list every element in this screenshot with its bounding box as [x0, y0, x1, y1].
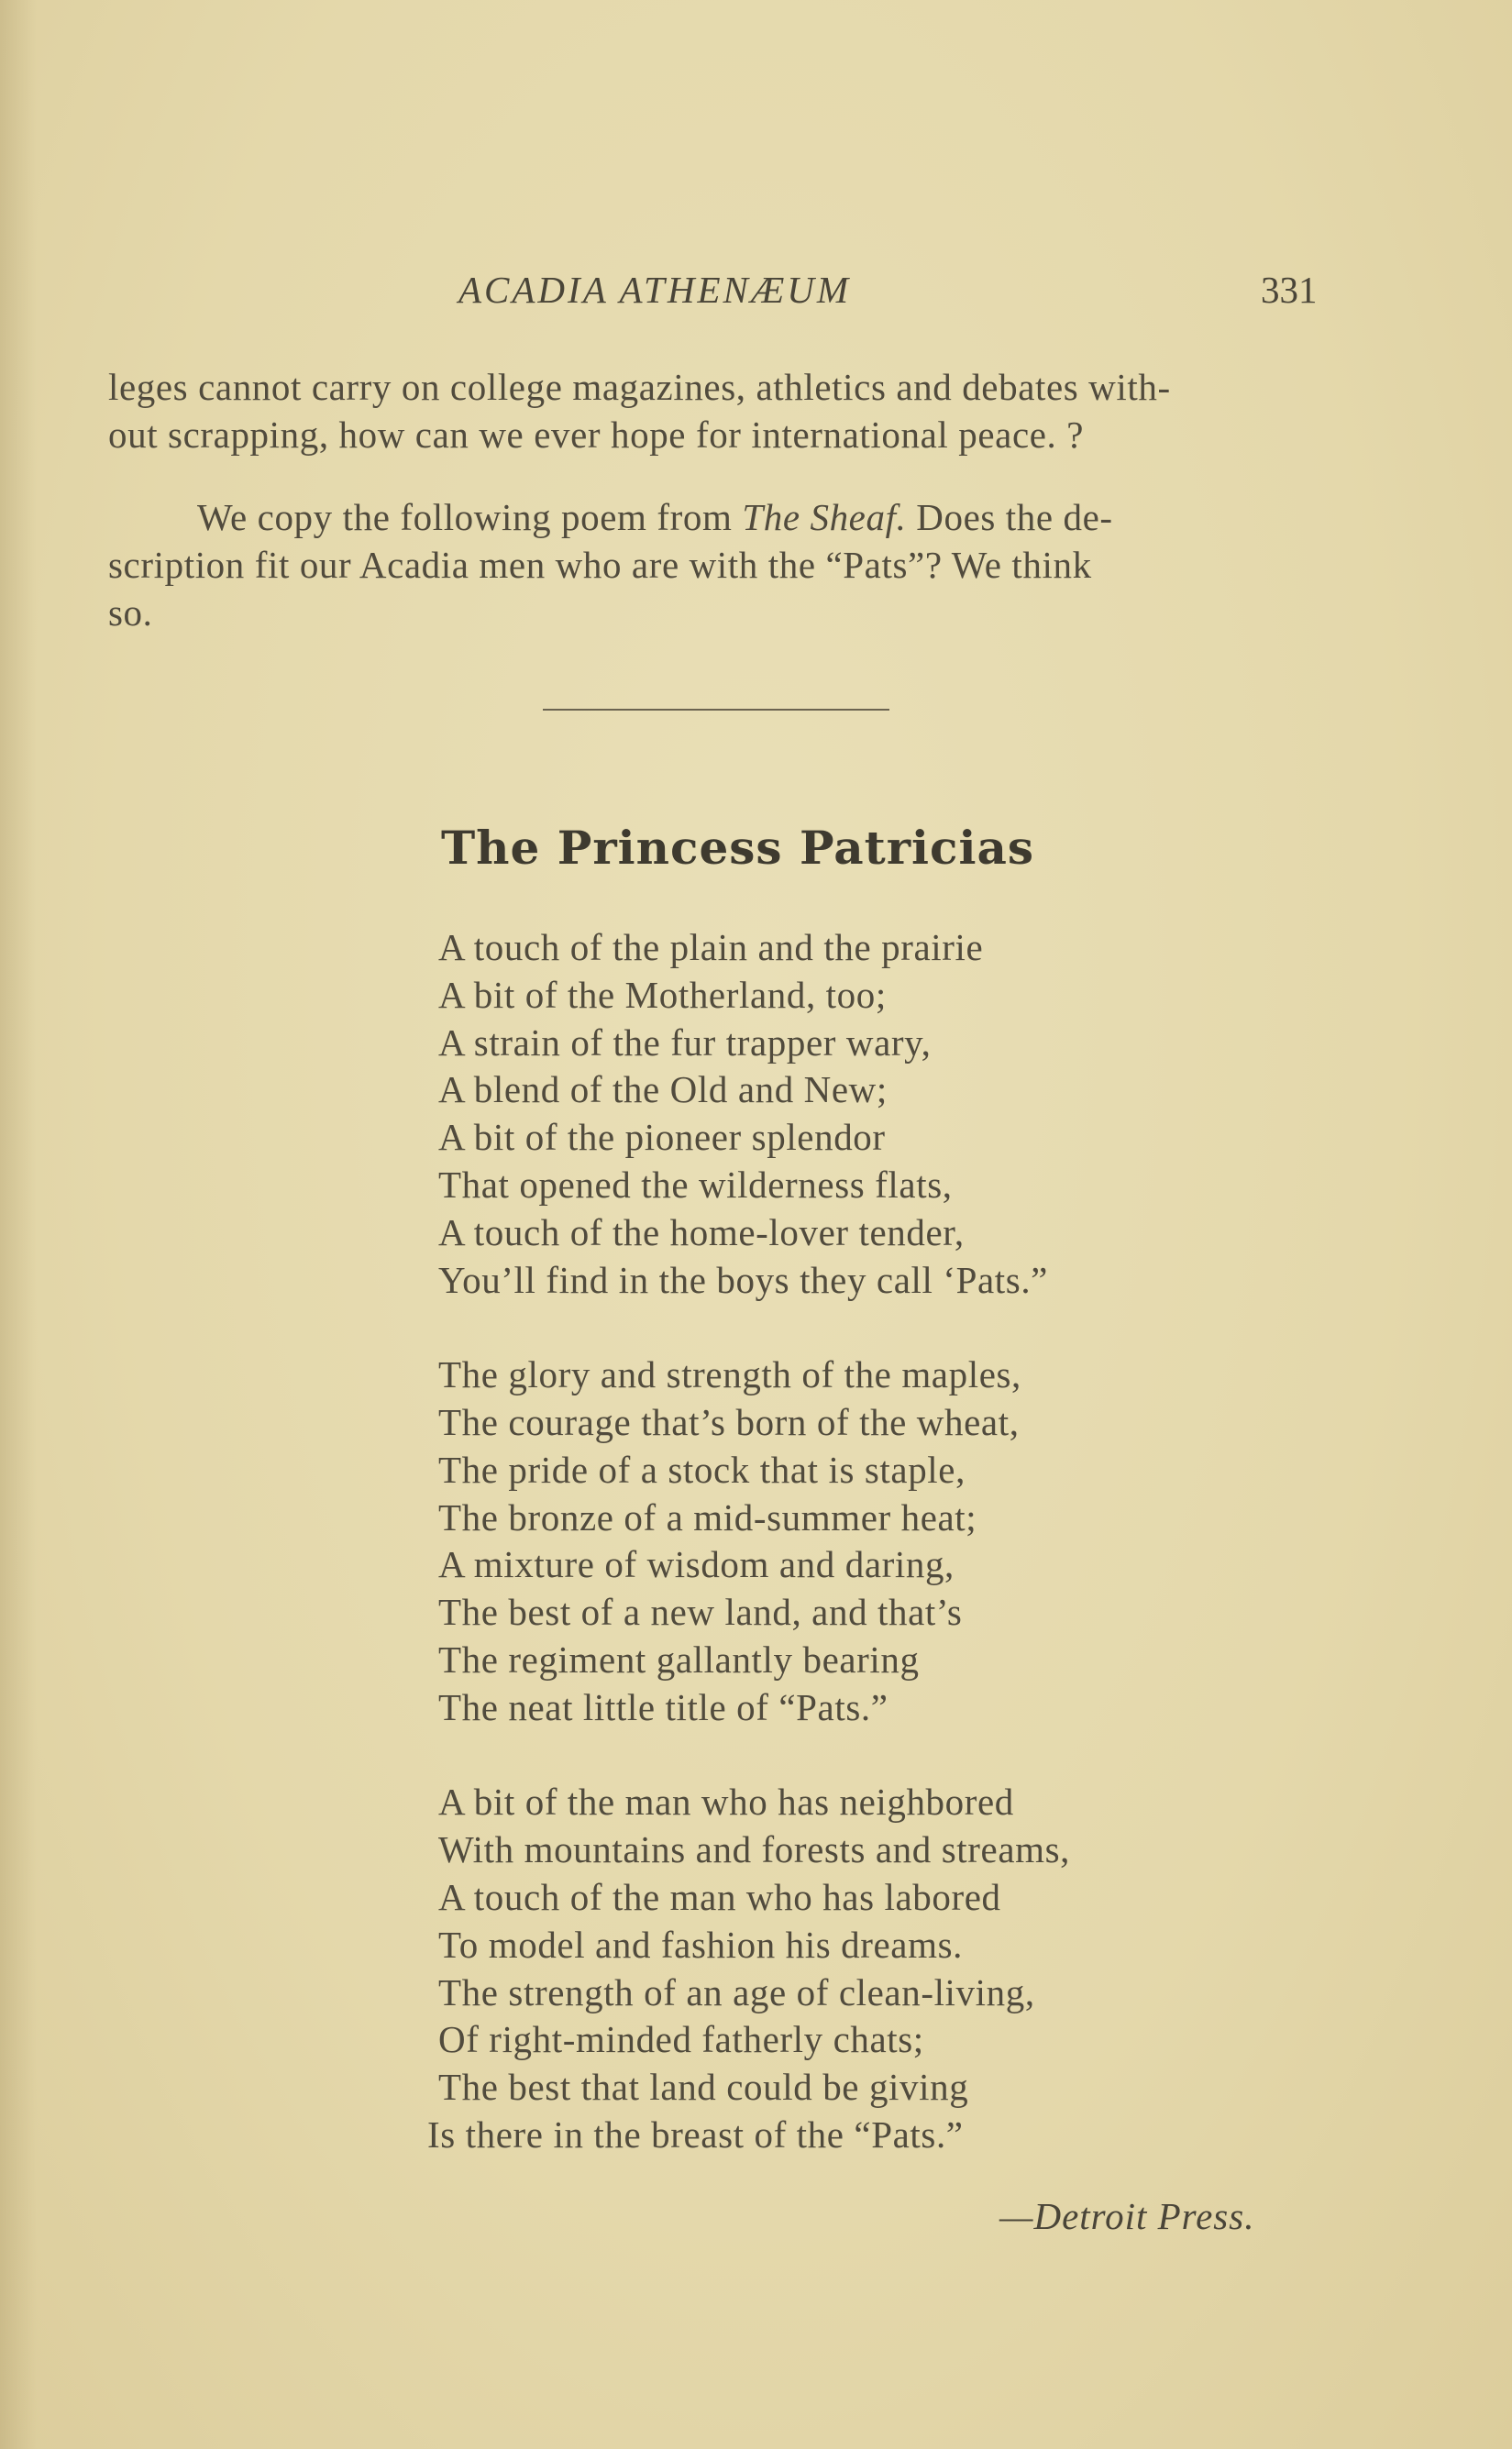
paragraph-continuation: [108, 363, 1332, 458]
poem-line: Is there in the breast of the “Pats.”: [427, 2113, 964, 2156]
poem-body: [427, 924, 1264, 2159]
poem-line: The bronze of a mid-summer heat;: [438, 1495, 977, 1539]
stanza-3: [427, 1779, 1264, 2158]
poem-line: With mountains and forests and streams,: [438, 1828, 1071, 1871]
paragraph-line: so.: [108, 591, 153, 634]
paragraph-text: We copy the following poem from: [197, 496, 743, 538]
paragraph-line: scription fit our Acadia men who are with the “Pats”? We think: [108, 544, 1092, 586]
paragraph-line: leges cannot carry on college magazines, athletics and debates with-: [108, 366, 1171, 408]
poem-title: [0, 821, 1512, 875]
poem-line: A strain of the fur trapper wary,: [438, 1020, 932, 1064]
poem-line: To model and fashion his dreams.: [438, 1923, 963, 1966]
poem-line: The glory and strength of the maples,: [438, 1353, 1021, 1396]
page-edge-shadow: [0, 0, 37, 2449]
poem-line: A touch of the plain and the prairie: [438, 926, 984, 968]
poem-line: Of right-minded fatherly chats;: [438, 2018, 924, 2061]
stanza-1: [438, 924, 1264, 1304]
paragraph-text: Does the de-: [906, 496, 1113, 538]
poem-line: The regiment gallantly bearing: [438, 1638, 920, 1681]
source-title: The Sheaf.: [742, 496, 907, 538]
paragraph-intro: [108, 493, 1332, 636]
poem-line: A touch of the man who has labored: [438, 1875, 1001, 1918]
running-head: [0, 268, 1512, 314]
poem-line: A bit of the Motherland, too;: [438, 973, 887, 1016]
poem-line: A touch of the home-lover tender,: [438, 1210, 965, 1253]
poem-line: A bit of the man who has neighbored: [438, 1781, 1014, 1824]
poem-line: The courage that’s born of the wheat,: [438, 1400, 1020, 1443]
poem-title-text: The Princess Patricias: [440, 821, 1035, 875]
section-divider: [543, 709, 889, 711]
poem-attribution: —Detroit Press.: [999, 2195, 1255, 2237]
poem-line: You’ll find in the boys they call ‘Pats.”: [438, 1258, 1048, 1301]
poem-line: A bit of the pioneer splendor: [438, 1116, 886, 1159]
poem-line: The best that land could be giving: [438, 2066, 969, 2109]
paragraph-line: [108, 493, 1332, 541]
poem-line: The pride of a stock that is staple,: [438, 1448, 966, 1491]
poem-line: A mixture of wisdom and daring,: [438, 1543, 955, 1586]
journal-title: ACADIA ATHENÆUM: [458, 269, 852, 311]
page-number: 331: [1261, 269, 1318, 311]
paragraph-line: out scrapping, how can we ever hope for international peace. ?: [108, 414, 1085, 456]
poem-line: That opened the wilderness flats,: [438, 1163, 953, 1206]
stanza-2: [438, 1351, 1264, 1731]
poem-line: The strength of an age of clean-living,: [438, 1970, 1035, 2013]
poem-line: The best of a new land, and that’s: [438, 1591, 963, 1634]
poem-line: A blend of the Old and New;: [438, 1068, 888, 1111]
poem-line: The neat little title of “Pats.”: [438, 1685, 888, 1728]
